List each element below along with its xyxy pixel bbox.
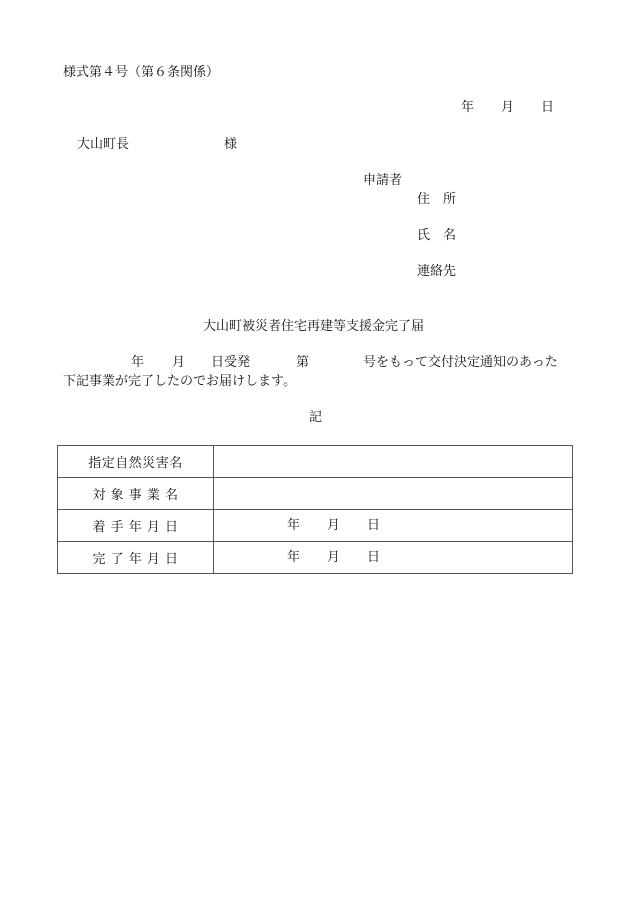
body-day-received: 日受発 — [211, 355, 251, 370]
disaster-name-field[interactable] — [214, 446, 573, 478]
row-label-disaster-name: 指定自然災害名 — [58, 446, 214, 478]
applicant-contact-label: 連絡先 — [417, 264, 457, 279]
body-month: 月 — [172, 355, 186, 370]
body-line1-rest: 号をもって交付決定通知のあった — [363, 355, 558, 370]
document-title: 大山町被災者住宅再建等支援金完了届 — [203, 319, 425, 334]
addressee-honorific: 様 — [224, 137, 238, 152]
start-date-field[interactable] — [214, 510, 573, 542]
body-year: 年 — [131, 355, 145, 370]
addressee-name: 大山町長 — [77, 137, 130, 152]
table-row — [58, 478, 573, 510]
row-label-project-name: 対 象 事 業 名 — [58, 478, 214, 510]
table-row — [58, 542, 573, 574]
completion-date-year: 年 — [287, 550, 301, 565]
table-row — [58, 446, 573, 478]
body-line2: 下記事業が完了したのでお届けします。 — [63, 374, 296, 389]
row-label-completion-date: 完 了 年 月 日 — [58, 542, 214, 574]
applicant-heading: 申請者 — [363, 173, 403, 188]
applicant-name-label: 氏 名 — [417, 228, 457, 243]
applicant-address-label: 住 所 — [417, 192, 457, 207]
header-date-month: 月 — [501, 100, 515, 115]
record-table — [57, 445, 573, 574]
completion-date-field[interactable] — [214, 542, 573, 574]
start-date-year: 年 — [287, 518, 301, 533]
ki-marker: 記 — [309, 410, 323, 425]
header-date-year: 年 — [461, 100, 475, 115]
row-label-start-date: 着 手 年 月 日 — [58, 510, 214, 542]
form-number: 様式第４号（第６条関係） — [63, 65, 220, 80]
body-dai: 第 — [296, 355, 310, 370]
table-row — [58, 510, 573, 542]
project-name-field[interactable] — [214, 478, 573, 510]
completion-date-day: 日 — [367, 550, 381, 565]
header-date-day: 日 — [541, 100, 555, 115]
start-date-month: 月 — [327, 518, 341, 533]
start-date-day: 日 — [367, 518, 381, 533]
completion-date-month: 月 — [327, 550, 341, 565]
